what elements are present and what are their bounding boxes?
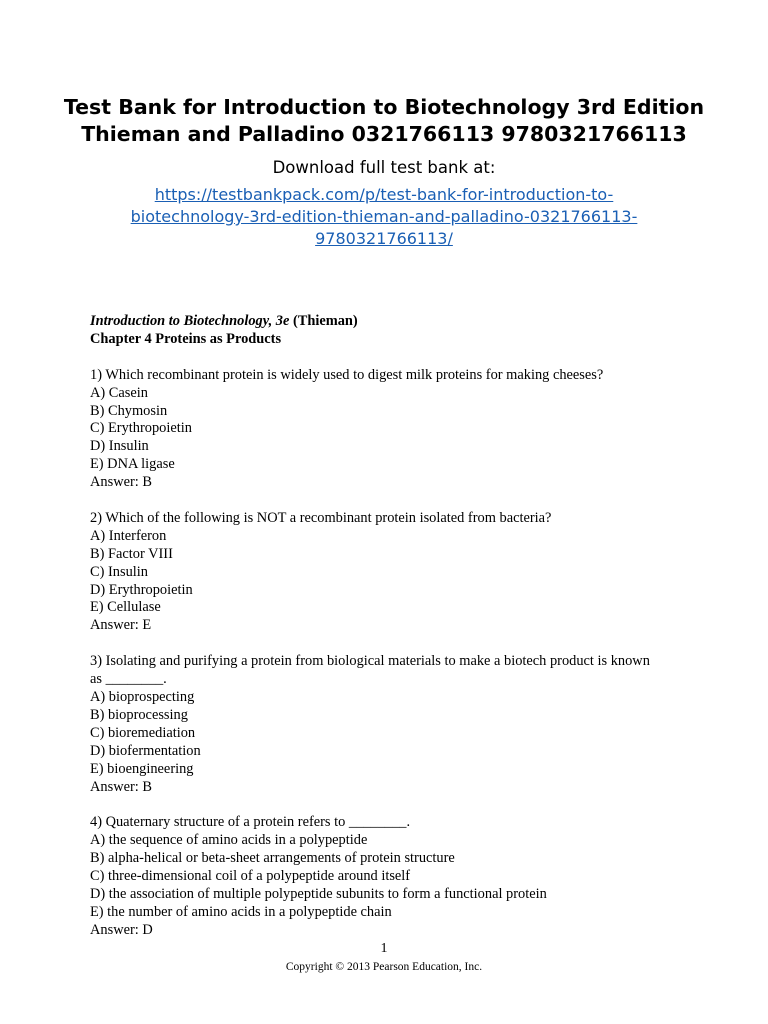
question-option: E) the number of amino acids in a polypeptide chain	[90, 903, 392, 920]
book-heading	[90, 313, 700, 331]
question-option: A) the sequence of amino acids in a polypeptide	[90, 832, 368, 849]
question-option: A) Casein	[90, 384, 148, 401]
question-block	[90, 653, 700, 796]
question-option: E) bioengineering	[90, 760, 194, 777]
question-prompt: 2) Which of the following is NOT a recombinant protein isolated from bacteria?	[90, 509, 552, 526]
question-option: A) bioprospecting	[90, 688, 195, 705]
question-option: C) three-dimensional coil of a polypeptide around itself	[90, 868, 411, 885]
question-option: B) alpha-helical or beta-sheet arrangements of protein structure	[90, 850, 455, 867]
copyright-notice: Copyright © 2013 Pearson Education, Inc.	[285, 961, 483, 973]
question-option: A) Interferon	[90, 527, 167, 544]
chapter-heading: Chapter 4 Proteins as Products	[90, 330, 282, 347]
question-block	[90, 814, 700, 939]
document-header	[40, 94, 728, 250]
page-number: 1	[380, 941, 388, 956]
question-prompt-continued: as ________.	[90, 671, 167, 688]
question-option: D) Erythropoietin	[90, 581, 193, 598]
question-option: D) Insulin	[90, 438, 149, 455]
question-option: E) DNA ligase	[90, 456, 175, 473]
question-block	[90, 510, 700, 635]
book-author: (Thieman)	[289, 313, 358, 329]
book-title: Introduction to Biotechnology, 3e	[90, 313, 290, 329]
download-text: Download full test bank at:	[272, 158, 496, 177]
question-answer: Answer: E	[90, 617, 152, 634]
question-answer: Answer: B	[90, 778, 152, 795]
document-body	[90, 313, 700, 940]
question-option: C) Insulin	[90, 563, 148, 580]
question-prompt: 4) Quaternary structure of a protein refers to ________.	[90, 814, 411, 831]
question-prompt: 1) Which recombinant protein is widely used to digest milk proteins for making cheeses?	[90, 366, 604, 383]
question-answer: Answer: B	[90, 474, 152, 491]
question-option: B) bioprocessing	[90, 706, 188, 723]
question-option: B) Factor VIII	[90, 545, 173, 562]
question-option: C) Erythropoietin	[90, 420, 192, 437]
page-title: Test Bank for Introduction to Biotechnology 3rd Edition Thieman and Palladino 0321766113 9780321766113	[63, 95, 705, 146]
question-option: C) bioremediation	[90, 724, 196, 741]
question-option: B) Chymosin	[90, 402, 168, 419]
question-option: D) the association of multiple polypeptide subunits to form a functional protein	[90, 885, 547, 902]
download-link[interactable]: https://testbankpack.com/p/test-bank-for-introduction-to-biotechnology-3rd-edition-thieman-and-palladino-0321766113-9780321766113/	[130, 185, 638, 248]
question-answer: Answer: D	[90, 921, 153, 938]
question-option: E) Cellulase	[90, 599, 161, 616]
question-block	[90, 367, 700, 492]
question-prompt: 3) Isolating and purifying a protein from biological materials to make a biotech product is known	[90, 653, 650, 670]
question-option: D) biofermentation	[90, 742, 201, 759]
